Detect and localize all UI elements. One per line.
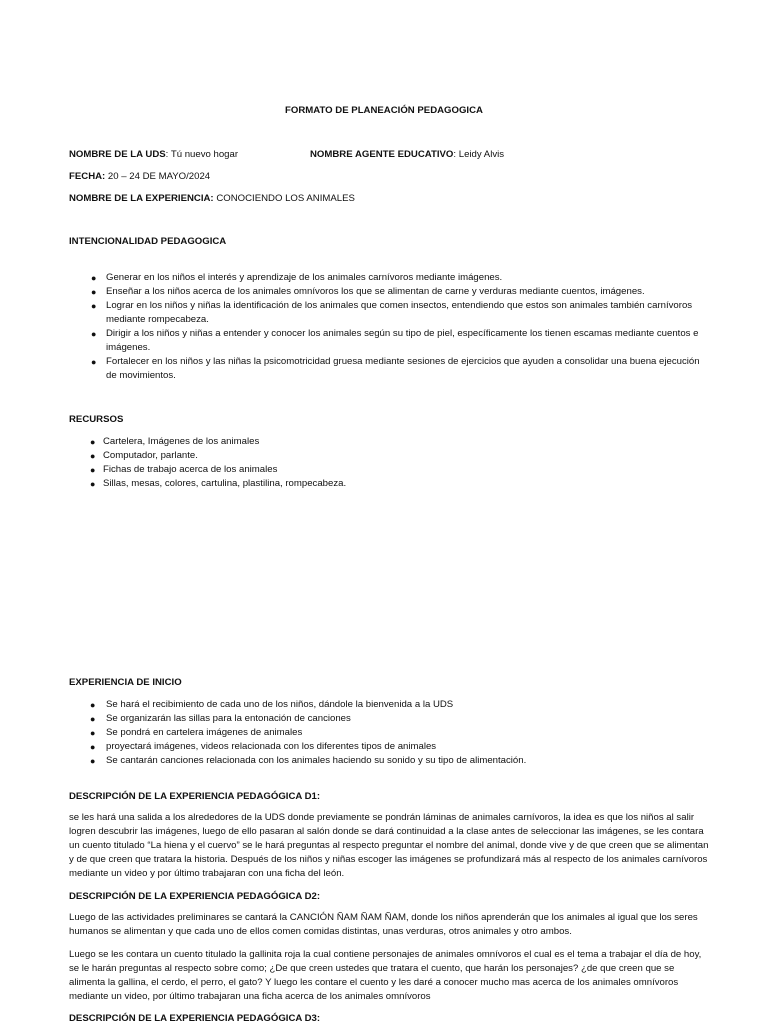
agent-row (310, 148, 504, 162)
d2-text-2: Luego se les contara un cuento titulado la gallinita roja la cual contiene personajes de animales omnívoros el cual es el tema a trabajar el día de hoy, se le harán preguntas al respecto sobre como; ¿De que creen ustedes que tratara el cuento, que harán los personajes? ¿de que creen que se alimenta la gallina, el cerdo, el perro, el gato? Y luego les contare el cuento y les daré a conocer mucho mas acerca de los animales omnívoros mediante un video, por último trabajaran una ficha acerca de los animales omnívoros (69, 949, 702, 1002)
agent-value: Leidy Alvis (458, 149, 505, 160)
list-item: ● proyectará imágenes, videos relacionada con los diferentes tipos de animales (90, 741, 437, 752)
list-item: ● Enseñar a los niños acerca de los animales omnívoros los que se alimentan de carne y verduras mediante cuentos, imágenes. (91, 286, 645, 297)
list-item: ● Se cantarán canciones relacionada con los animales haciendo su sonido y su tipo de alimentación. (90, 755, 527, 766)
experiencia-label: NOMBRE DE LA EXPERIENCIA: (69, 193, 214, 204)
d2-text-1: Luego de las actividades preliminares se cantará la CANCIÓN ÑAM ÑAM ÑAM, donde los niños aprenderán que los animales al igual que los seres humanos se alimentan y que cada uno de ellos comen comidas distintas, unas verduras, otros animales y otro ambos. (69, 912, 698, 937)
document-title: FORMATO DE PLANEACIÓN PEDAGOGICA (285, 105, 483, 116)
bullet-icon: ● (91, 357, 97, 367)
intencionalidad-list (91, 271, 711, 383)
experiencia-value: CONOCIENDO LOS ANIMALES (216, 193, 355, 204)
bullet-icon: ● (90, 756, 96, 766)
list-item: ● Sillas, mesas, colores, cartulina, plastilina, rompecabeza. (90, 478, 347, 489)
bullet-icon: ● (90, 437, 96, 447)
list-item: ● Computador, parlante. (90, 450, 198, 461)
bullet-icon: ● (91, 329, 97, 339)
intencionalidad-heading: INTENCIONALIDAD PEDAGOGICA (69, 236, 227, 247)
list-item: ● Generar en los niños el interés y aprendizaje de los animales carnívoros mediante imágenes. (91, 272, 503, 283)
d3-heading: DESCRIPCIÓN DE LA EXPERIENCIA PEDAGÓGICA D3: (69, 1013, 321, 1024)
list-item: ● Fichas de trabajo acerca de los animales (90, 464, 278, 475)
fecha-row (69, 170, 210, 184)
d2-heading: DESCRIPCIÓN DE LA EXPERIENCIA PEDAGÓGICA D2: (69, 891, 321, 902)
inicio-heading: EXPERIENCIA DE INICIO (69, 677, 182, 688)
bullet-icon: ● (90, 465, 96, 475)
agent-colon: : (453, 149, 459, 160)
bullet-icon: ● (90, 714, 96, 724)
uds-colon: : (165, 149, 171, 160)
fecha-label: FECHA: (69, 171, 106, 182)
bullet-icon: ● (91, 301, 97, 311)
list-item: ● Se pondrá en cartelera imágenes de animales (90, 727, 303, 738)
experiencia-row (69, 192, 355, 206)
fecha-value: 20 – 24 DE MAYO/2024 (107, 171, 211, 182)
uds-row (69, 148, 238, 162)
recursos-heading: RECURSOS (69, 414, 124, 425)
agent-label: NOMBRE AGENTE EDUCATIVO (310, 149, 454, 160)
list-item: ● Se organizarán las sillas para la entonación de canciones (90, 713, 351, 724)
bullet-icon: ● (90, 479, 96, 489)
bullet-icon: ● (90, 700, 96, 710)
inicio-list (90, 698, 690, 768)
bullet-icon: ● (91, 287, 97, 297)
list-item: ● Dirigir a los niños y niñas a entender y conocer los animales según su tipo de piel, específicamente los tienen escamas mediante cuentos e imágenes. (91, 328, 699, 353)
d1-text: se les hará una salida a los alrededores de la UDS donde previamente se pondrán láminas de animales carnívoros, la idea es que los niños al salir logren descubrir las imágenes, luego de ello pasaran al salón donde se dará continuidad a la clase antes de seleccionar las imágenes, se les contara un cuento titulado “La hiena y el cuervo” se le hará preguntas al respecto preguntar el nombre del animal, donde vive y de que creen que se alimentan y de que creen que tratara la historia. Después de los niños y niñas escoger las imágenes se profundizará más al respecto de los animales carnívoros mediante un video y por último trabajaran con una ficha del león. (69, 812, 709, 879)
bullet-icon: ● (90, 742, 96, 752)
bullet-icon: ● (90, 728, 96, 738)
d1-heading: DESCRIPCIÓN DE LA EXPERIENCIA PEDAGÓGICA D1: (69, 791, 321, 802)
recursos-list (90, 435, 590, 491)
uds-label: NOMBRE DE LA UDS (69, 149, 166, 160)
bullet-icon: ● (91, 273, 97, 283)
list-item: ● Fortalecer en los niños y las niñas la psicomotricidad gruesa mediante sesiones de ejercicios que ayuden a consolidar una buena ejecución de movimientos. (91, 356, 700, 381)
uds-value: Tú nuevo hogar (170, 149, 239, 160)
list-item: ● Lograr en los niños y niñas la identificación de los animales que comen insectos, entendiendo que estos son animales también carnívoros mediante rompecabeza. (91, 300, 693, 325)
list-item: ● Se hará el recibimiento de cada uno de los niños, dándole la bienvenida a la UDS (90, 699, 454, 710)
list-item: ● Cartelera, Imágenes de los animales (90, 436, 260, 447)
bullet-icon: ● (90, 451, 96, 461)
